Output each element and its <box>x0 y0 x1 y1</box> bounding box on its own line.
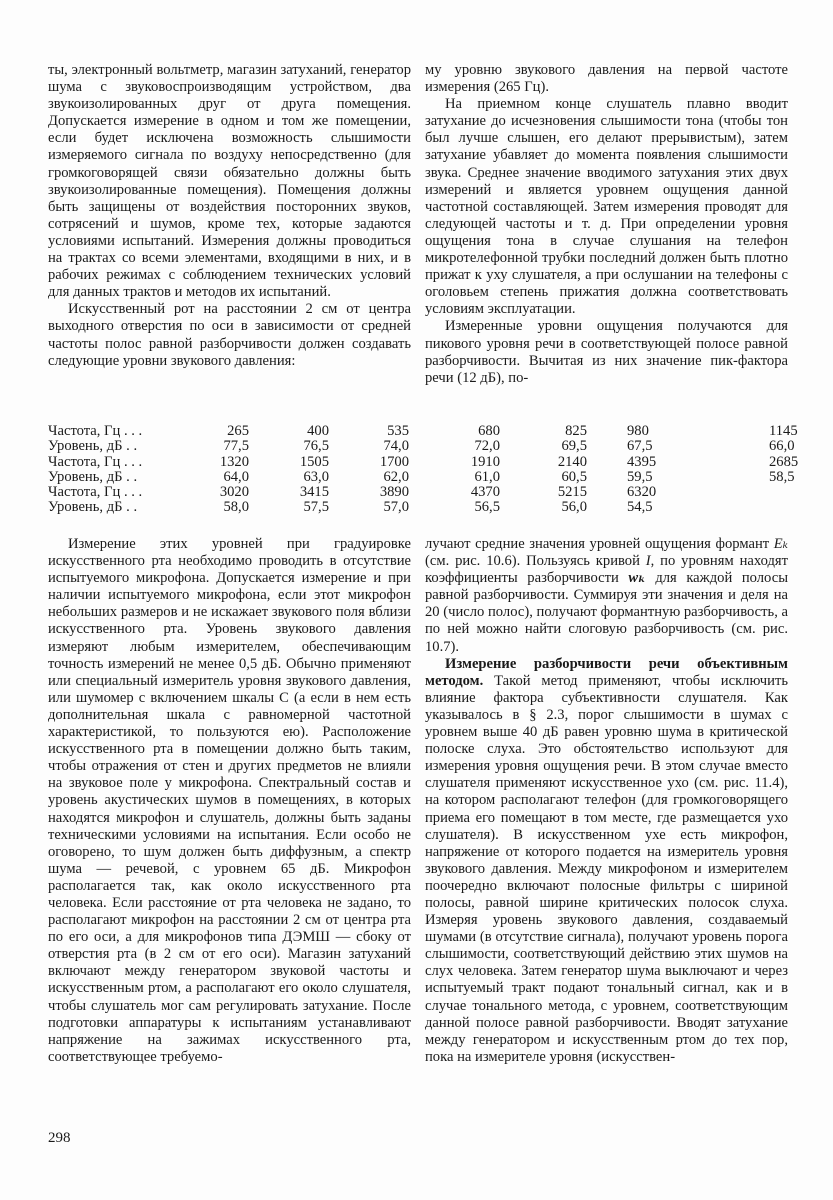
text: для каждой полосы равной разборчивости. Суммируя эти значения и деля на 20 (число полос), получают формантную разборчивость, а по ней можно найти слоговую разборчивость (см. рис. 10.7). <box>425 570 788 655</box>
table-row <box>48 485 829 500</box>
row-label: Частота, Гц . . . <box>48 423 143 439</box>
table-cell: 825 <box>565 423 587 439</box>
paragraph <box>425 656 788 1066</box>
table-cell <box>714 485 829 500</box>
paragraph: Измеренные уровни ощущения получаются для пикового уровня речи в соответствующей полосе равной разборчивости. Вычитая из них значение пик-фактора речи (12 дБ), по- <box>425 318 788 386</box>
right-column-bottom <box>425 536 788 1066</box>
table-cell: 57,5 <box>303 499 329 516</box>
table-cell: 60,5 <box>561 468 587 485</box>
page-number: 298 <box>48 1130 71 1146</box>
table-cell: 76,5 <box>303 438 329 455</box>
table-cell: 61,0 <box>474 468 500 485</box>
paragraph: ты, электронный вольтметр, магазин затуханий, генератор шума с звуковоспроизводящим устройством, два звукоизолированных друг от друга помещения. Допускается измерение в одном и том же помещении, если будет исключена возможность слышимости измеряемого сигнала по воздуху непосредственно (для громкоговорящей связи обязательно должны быть звукоизолированные помещения). Помещения должны быть защищены от воздействия посторонних звуков, сотрясений и шумов, кроме тех, которые задаются условиями испытаний. Измерения должны проводиться на трактах со всеми элементами, входящими в них, и в рабочих режимах с соблюдением технических условий для данных трактов и методов их испытаний. <box>48 62 411 301</box>
table-cell: 56,5 <box>474 499 500 516</box>
table-cell: 2685 <box>769 453 799 470</box>
table-cell: 66,0 <box>769 438 795 455</box>
table-cell: 2140 <box>557 453 587 470</box>
table-cell: 59,5 <box>627 468 653 485</box>
table-cell: 63,0 <box>303 468 329 485</box>
table-cell: 3890 <box>379 484 409 501</box>
table-cell: 67,5 <box>627 438 653 455</box>
sound-pressure-table <box>48 424 829 516</box>
table-row <box>48 455 829 470</box>
table-cell: 57,0 <box>383 499 409 516</box>
table-row <box>48 470 829 485</box>
table-cell: 680 <box>478 423 500 439</box>
table-cell: 1320 <box>219 453 249 470</box>
table-cell: 4370 <box>470 484 500 501</box>
row-label: Уровень, дБ . . <box>48 438 138 455</box>
table-cell <box>714 500 829 515</box>
table-cell: 56,0 <box>561 499 587 516</box>
table-row <box>48 424 829 439</box>
right-column-top <box>425 62 788 387</box>
table-cell: 265 <box>227 423 249 439</box>
paragraph: Измерение этих уровней при градуировке искусственного рта необходимо проводить в отсутствие испытуемого микрофона. Допускается измерение и при наличии испытуемого микрофона, если этот микрофон небольших размеров и не искажает звукового поля вблизи искусственного рта. Уровень звукового давления измеряют любым измерителем, обеспечивающим точность измерений не менее 0,5 дБ. Обычно применяют или специальный измеритель уровня звукового давления, или шумомер с включением шкалы С (а если в нем есть дополнительная шкала с равномерной частотной характеристикой, то пользуются ею). Расположение искусственного рта в помещении должно быть таким, чтобы отражения от стен и других предметов не влияли на звуковое поле у микрофона. Спектральный состав и уровень акустических шумов в помещениях, в которых находятся микрофон и слушатель, должны быть заданы техническими условиями на испытания. Если особо не оговорено, то шум должен быть диффузным, а спектр шума — речевой, с уровнем 65 дБ. Микрофон располагается так, как около искусственного рта человека. Если расстояние от рта человека не задано, то располагают микрофон на расстоянии 2 см от центра рта по его оси, а для микрофонов типа ДЭМШ — сбоку от отверстия рта (в 2 см от его оси). Магазин затуханий включают между генератором звуковой частоты и искусственным ртом, а располагают его около слушателя, чтобы слушатель мог сам регулировать затухание. После подготовки аппаратуры к испытаниям устанавливают напряжение на зажимах искусственного рта, соответствующее требуемо- <box>48 536 411 1065</box>
table-cell: 62,0 <box>383 468 409 485</box>
text: (см. рис. 10.6). Пользуясь кривой <box>425 553 646 570</box>
table-cell: 58,0 <box>223 499 249 516</box>
table-cell: 3415 <box>299 484 329 501</box>
table-cell: 72,0 <box>474 438 500 455</box>
text: , по уровням находят коэффициенты разборчивости <box>425 553 788 587</box>
left-column-bottom <box>48 536 411 1066</box>
row-label: Уровень, дБ . . <box>48 468 138 485</box>
row-label: Уровень, дБ . . <box>48 499 138 516</box>
table-cell: 535 <box>387 423 409 439</box>
table-row <box>48 439 829 454</box>
table-cell: 1700 <box>379 453 409 470</box>
table-cell: 980 <box>627 423 649 439</box>
left-column-top <box>48 62 411 370</box>
text: лучают средние значения уровней ощущения формант <box>425 536 774 552</box>
table-cell: 1145 <box>769 423 798 439</box>
table-cell: 74,0 <box>383 438 409 455</box>
row-label: Частота, Гц . . . <box>48 484 143 501</box>
table-cell: 54,5 <box>627 499 653 516</box>
table-cell: 3020 <box>219 484 249 501</box>
row-label: Частота, Гц . . . <box>48 453 143 470</box>
curve-label: I <box>645 553 651 570</box>
table-cell: 58,5 <box>769 468 795 485</box>
table-cell: 1910 <box>470 453 500 470</box>
table-cell: 5215 <box>557 484 587 501</box>
section-heading: Измерение разборчивости речи объективным методом. <box>425 655 788 689</box>
formula-ek: Eₖ <box>773 536 788 552</box>
table-cell: 6320 <box>627 484 657 501</box>
table-cell: 4395 <box>627 453 657 470</box>
table-cell: 69,5 <box>561 438 587 455</box>
table-row <box>48 500 829 515</box>
formula-wk: wₖ <box>628 570 646 587</box>
table-cell: 1505 <box>299 453 329 470</box>
paragraph: Искусственный рот на расстоянии 2 см от центра выходного отверстия по оси в зависимости от средней частоты полос равной разборчивости должен создавать следующие уровни звукового давления: <box>48 301 411 369</box>
table-cell: 77,5 <box>223 438 249 455</box>
paragraph: На приемном конце слушатель плавно вводит затухание до исчезновения слышимости тона (чтобы тон был лучше слышен, его делают прерывистым), затем затухание убавляет до момента появления слышимости звука. Среднее значение вводимого затухания этих двух измерений и является уровнем ощущения данной частотной составляющей. Затем измерения проводят для следующей частоты и т. д. При определении уровня ощущения тона в случае слушания на телефон микротелефонной трубки последний должен быть плотно прижат к уху слушателя, а при ослушании на телефоны с оголовьем степень прижатия должна соответствовать условиям эксплуатации. <box>425 96 788 318</box>
paragraph: му уровню звукового давления на первой частоте измерения (265 Гц). <box>425 62 788 96</box>
paragraph <box>425 536 788 656</box>
table-cell: 64,0 <box>223 468 249 485</box>
table-cell: 400 <box>307 423 329 439</box>
text: Такой метод применяют, чтобы исключить влияние фактора субъективности слушателя. Как указывалось в § 2.3, порог слышимости в шумах с уровнем выше 40 дБ равен уровню шума в критической полоске слуха. Это обстоятельство используют для измерения уровня ощущения речи. В этом случае вместо слушателя применяют искусственное ухо (см. рис. 11.4), на котором располагают телефон (для громкоговорящего приема его помещают в том месте, где размещается ухо слушателя). В искусственном ухе есть микрофон, напряжение от которого подается на измеритель уровня звукового давления. Между микрофоном и измерителем поочередно включают полосные фильтры с шириной полосы, равной ширине критических полосок слуха. Измеряя уровень звукового давления, создаваемый шумами (в отсутствие сигнала), получают уровень порога слышимости, соответствующий действию этих шумов на слух человека. Затем генератор шума выключают и через испытуемый тракт подают тональный сигнал, как и в случае тонального метода, с уровнем, соответствующим данной полосе равной разборчивости. Вводят затухание между генератором и искусственным ртом до тех пор, пока на измерителе уровня (искусствен- <box>425 672 788 1065</box>
